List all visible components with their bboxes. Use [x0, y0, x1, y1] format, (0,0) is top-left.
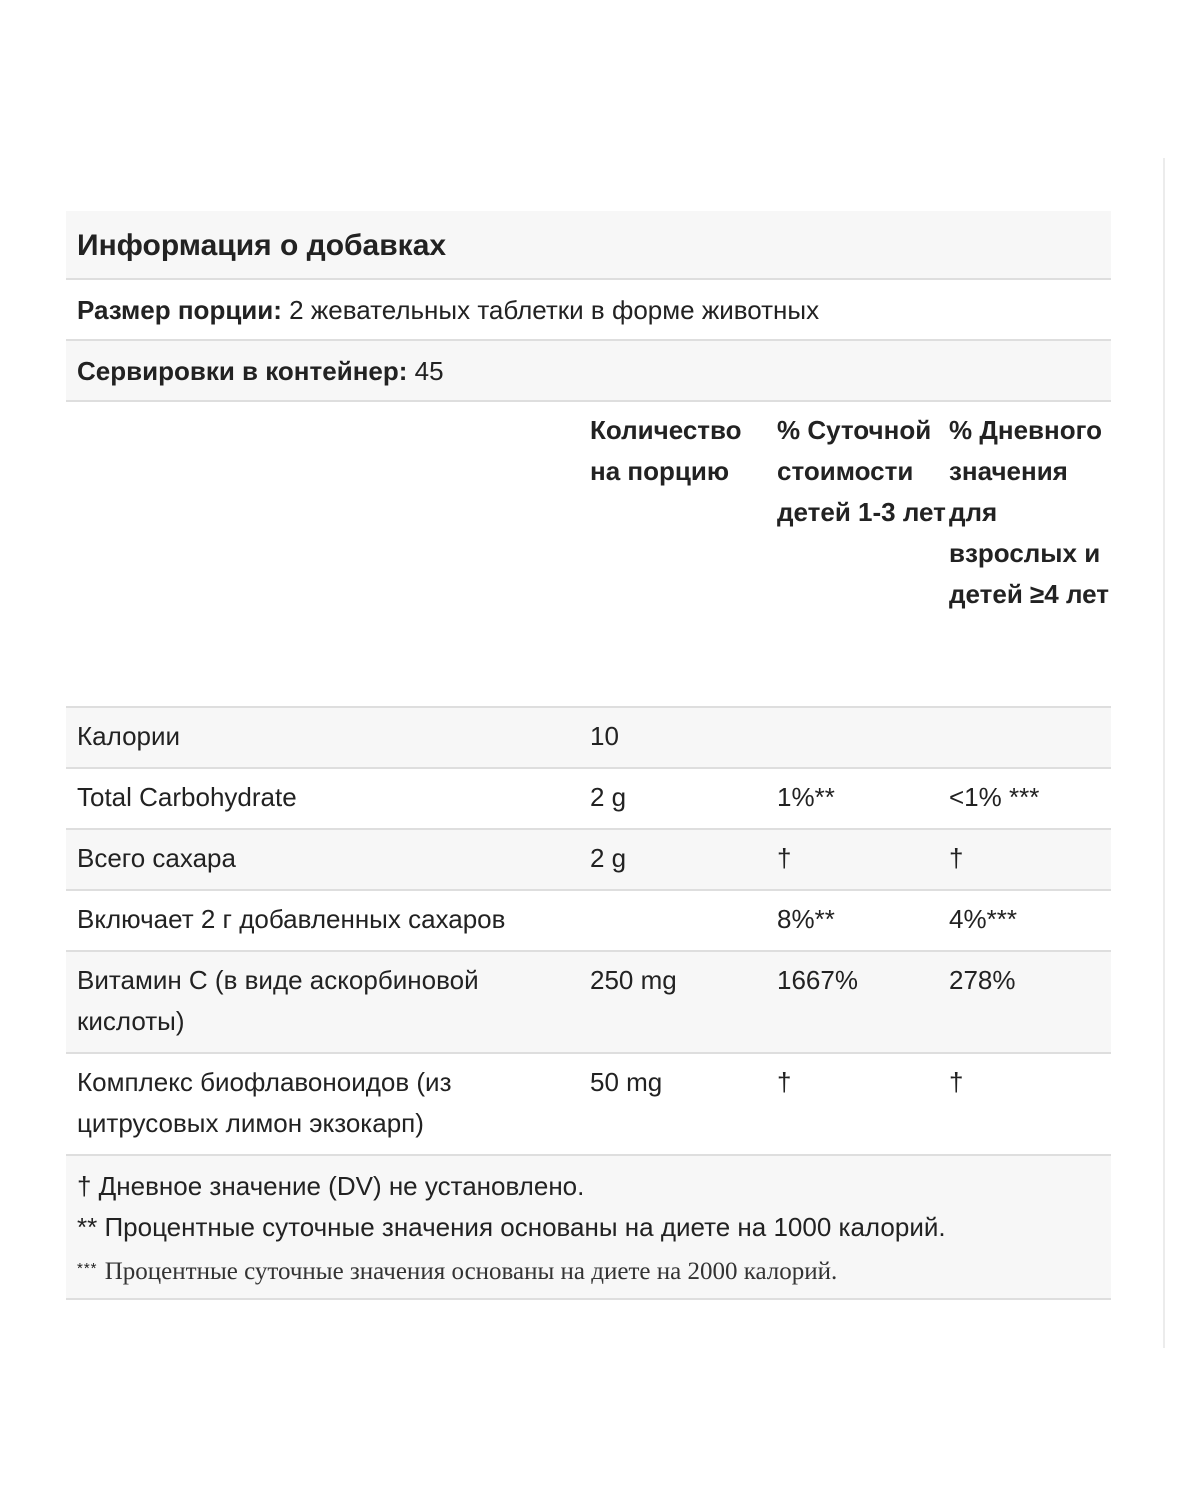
- nutrient-amount: 10: [590, 721, 619, 751]
- footnote-three-star: [77, 1248, 1111, 1292]
- nutrient-name: Всего сахара: [77, 843, 236, 873]
- footnotes: [66, 1156, 1111, 1300]
- nutrient-name: Витамин C (в виде аскорбиновой кислоты): [77, 965, 479, 1036]
- nutrient-dv-children: 1%**: [777, 782, 835, 812]
- footnote-three-star-marker: ***: [77, 1260, 98, 1277]
- footnote-three-star-text: Процентные суточные значения основаны на диете на 2000 калорий.: [104, 1258, 838, 1285]
- nutrient-amount: 2 g: [590, 782, 627, 812]
- header-dv-children: % Суточной стоимости детей 1-3 лет: [777, 415, 946, 527]
- nutrient-name: Калории: [77, 721, 181, 751]
- nutrient-amount: 2 g: [590, 843, 627, 873]
- header-amount: Количество на порцию: [590, 415, 742, 486]
- header-empty-cell: [66, 410, 590, 706]
- nutrient-amount: 50 mg: [590, 1067, 663, 1097]
- nutrient-amount: 250 mg: [590, 965, 677, 995]
- nutrient-dv-children: †: [777, 843, 792, 873]
- nutrient-dv-adults: †: [949, 843, 964, 873]
- column-header-row: [66, 402, 1111, 708]
- supplement-facts-panel: [66, 211, 1111, 1300]
- servings-per-container-row: [66, 341, 1111, 402]
- nutrient-dv-adults: †: [949, 1067, 964, 1097]
- nutrient-dv-adults: <1% ***: [949, 782, 1040, 812]
- table-row: [66, 891, 1111, 952]
- nutrient-name: Включает 2 г добавленных сахаров: [77, 904, 506, 934]
- divider-line: [1163, 158, 1165, 1348]
- nutrient-dv-adults: 278%: [949, 965, 1016, 995]
- nutrient-dv-children: †: [777, 1067, 792, 1097]
- panel-title: Информация о добавках: [66, 211, 1111, 280]
- table-row: [66, 769, 1111, 830]
- table-row: [66, 830, 1111, 891]
- servings-label: Сервировки в контейнер:: [77, 356, 408, 386]
- serving-size-row: [66, 280, 1111, 341]
- nutrient-dv-adults: 4%***: [949, 904, 1017, 934]
- table-row: [66, 708, 1111, 769]
- servings-value: 45: [414, 356, 444, 386]
- nutrient-dv-adults: [949, 716, 1111, 767]
- footnote-two-star: ** Процентные суточные значения основаны на диете на 1000 калорий.: [77, 1212, 946, 1242]
- nutrient-name: Комплекс биофлавоноидов (из цитрусовых лимон экзокарп): [77, 1067, 452, 1138]
- serving-size-label: Размер порции:: [77, 295, 282, 325]
- serving-size-value: 2 жевательных таблетки в форме животных: [289, 295, 820, 325]
- footnote-dagger: † Дневное значение (DV) не установлено.: [77, 1171, 585, 1201]
- table-row: [66, 1054, 1111, 1156]
- table-row: [66, 952, 1111, 1054]
- nutrient-dv-children: [777, 716, 949, 767]
- nutrient-dv-children: 8%**: [777, 904, 835, 934]
- nutrient-dv-children: 1667%: [777, 965, 858, 995]
- nutrient-name: Total Carbohydrate: [77, 782, 297, 812]
- header-dv-adults: % Дневного значения для взрослых и детей ≥4 лет: [949, 415, 1109, 609]
- nutrient-amount: [590, 899, 777, 950]
